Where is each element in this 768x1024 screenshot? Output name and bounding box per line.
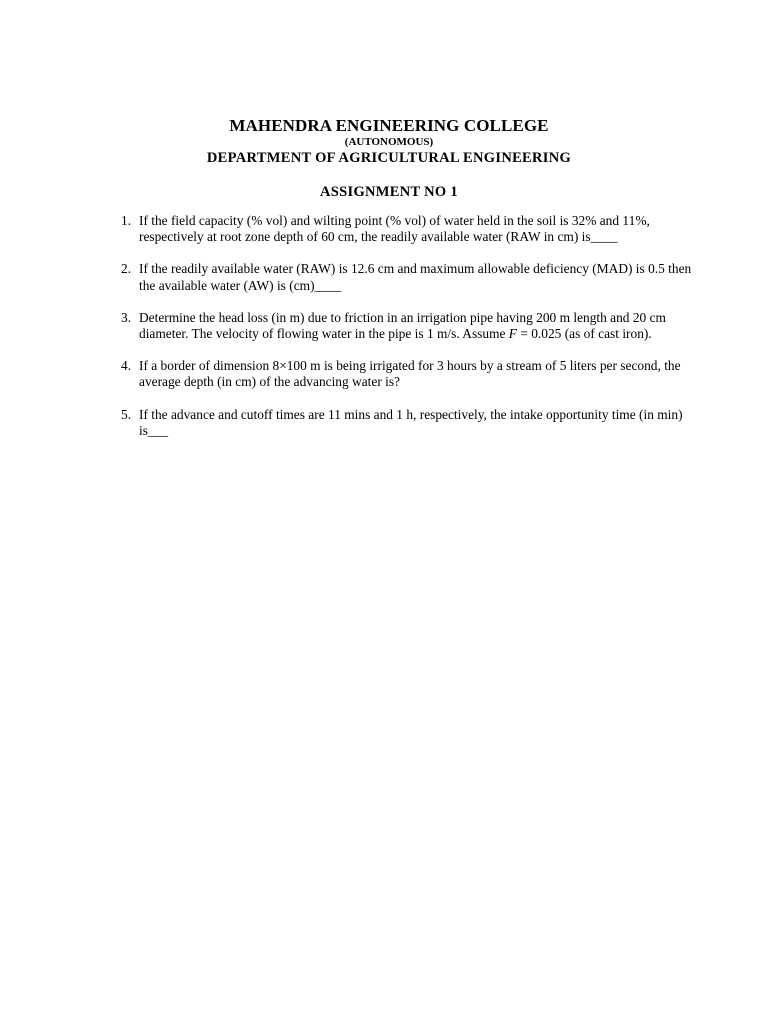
question-number: 1. (121, 213, 132, 228)
question-text: If the readily available water (RAW) is 12.6 cm and maximum allowable deficiency (MAD) is 0.5 then the available water (AW) is (cm)____ (139, 261, 692, 293)
question-3 (116, 310, 696, 342)
question-list (116, 213, 696, 455)
question-text (139, 310, 666, 341)
document-header (0, 116, 768, 168)
question-4 (116, 358, 696, 390)
question-text-before: Determine the head loss (in m) due to friction in an irrigation pipe having 200 m length and 20 cm diameter. The velocity of flowing water in the pipe is 1 m/s. Assume (139, 309, 666, 342)
question-1 (116, 213, 696, 245)
question-text: If a border of dimension 8×100 m is being irrigated for 3 hours by a stream of 5 liters per second, the average depth (in cm) of the advancing water is? (139, 358, 681, 390)
autonomous-label: (AUTONOMOUS) (344, 136, 434, 148)
college-name: MAHENDRA ENGINEERING COLLEGE (229, 116, 549, 135)
question-number: 4. (121, 358, 132, 374)
question-text: If the advance and cutoff times are 11 mins and 1 h, respectively, the intake opportunity time (in min) is___ (139, 406, 683, 438)
assignment-title: ASSIGNMENT NO 1 (320, 184, 458, 200)
friction-factor-variable: F (508, 326, 517, 342)
question-number: 2. (121, 261, 132, 277)
question-text: If the field capacity (% vol) and wilting point (% vol) of water held in the soil is 32% and 11%, respectively at root zone depth of 60 cm, the readily available water (RAW in cm) is____ (139, 213, 650, 245)
question-5 (116, 407, 696, 439)
question-2 (116, 261, 696, 293)
question-number: 3. (121, 309, 132, 325)
question-text-after: = 0.025 (as of cast iron). (516, 326, 652, 342)
question-number: 5. (121, 406, 132, 422)
department-name: DEPARTMENT OF AGRICULTURAL ENGINEERING (206, 150, 572, 166)
